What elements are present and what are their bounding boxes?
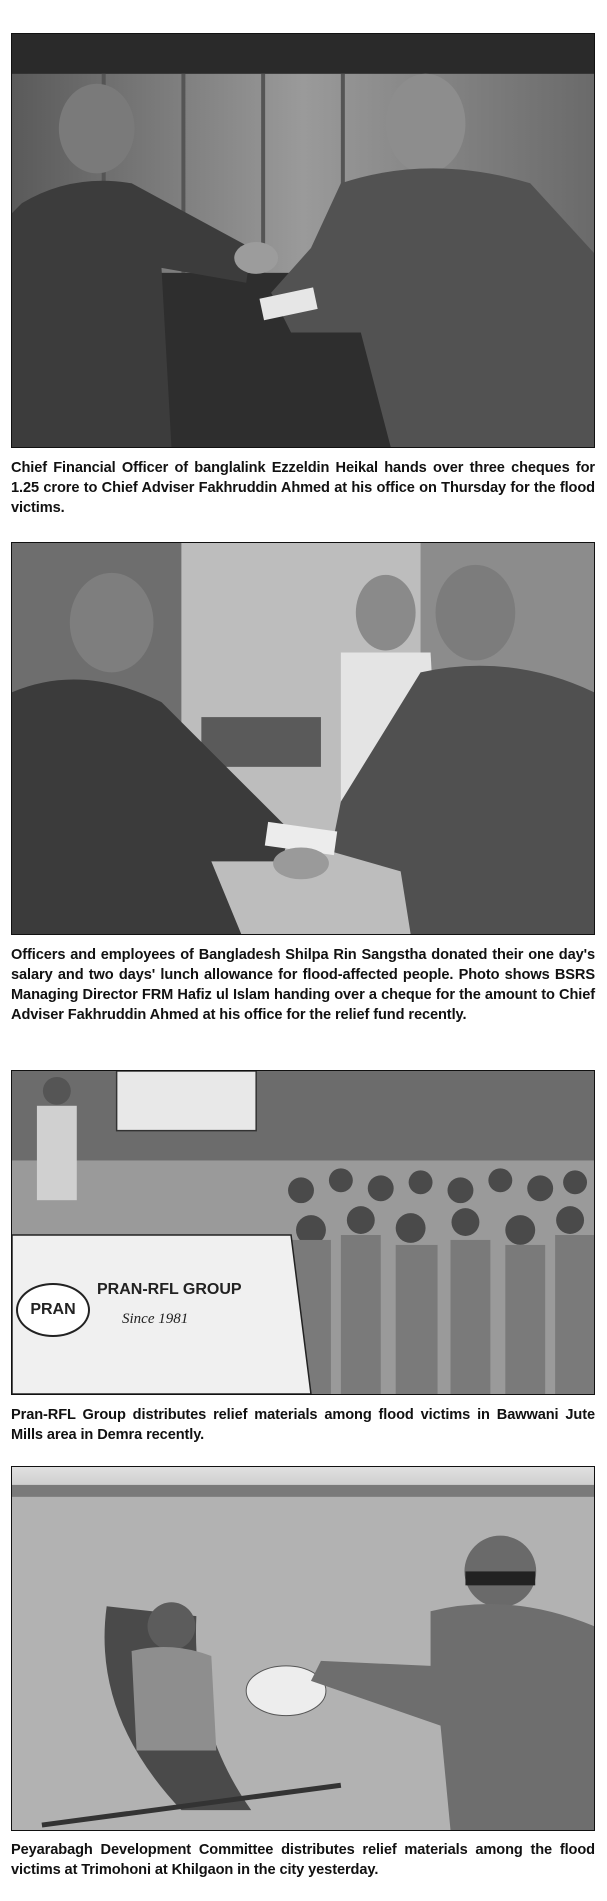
photo-caption: Chief Financial Officer of banglalink Ezzeldin Heikal hands over three cheques for 1.25 crore to Chief Adviser Fakhruddin Ahmed at his office on Thursday for the flood victims.	[11, 460, 595, 516]
photo-caption: Peyarabagh Development Committee distributes relief materials among the flood victims at Trimohoni at Khilgaon in the city yesterday.	[11, 1842, 595, 1878]
photo-caption: Officers and employees of Bangladesh Shilpa Rin Sangstha donated their one day's salary and two days' lunch allowance for flood-affected people. Photo shows BSRS Managing Director FRM Hafiz ul Islam handing over a cheque for the amount to Chief Adviser Fakhruddin Ahmed at his office for the relief fund recently.	[11, 947, 595, 1023]
photo-cheque-handover-banglalink	[11, 33, 595, 448]
photo-boat-relief-distribution	[11, 1466, 595, 1831]
pran-logo	[16, 1283, 90, 1337]
photo-pran-rfl-relief-distribution	[11, 1070, 595, 1395]
photo-cheque-handover-bsrs	[11, 542, 595, 935]
pran-logo-text: PRAN	[30, 1301, 76, 1318]
pran-rfl-group-label: PRAN-RFL GROUP	[97, 1281, 242, 1298]
photo-caption: Pran-RFL Group distributes relief materials among flood victims in Bawwani Jute Mills area in Demra recently.	[11, 1407, 595, 1443]
since-label: Since 1981	[122, 1311, 189, 1327]
